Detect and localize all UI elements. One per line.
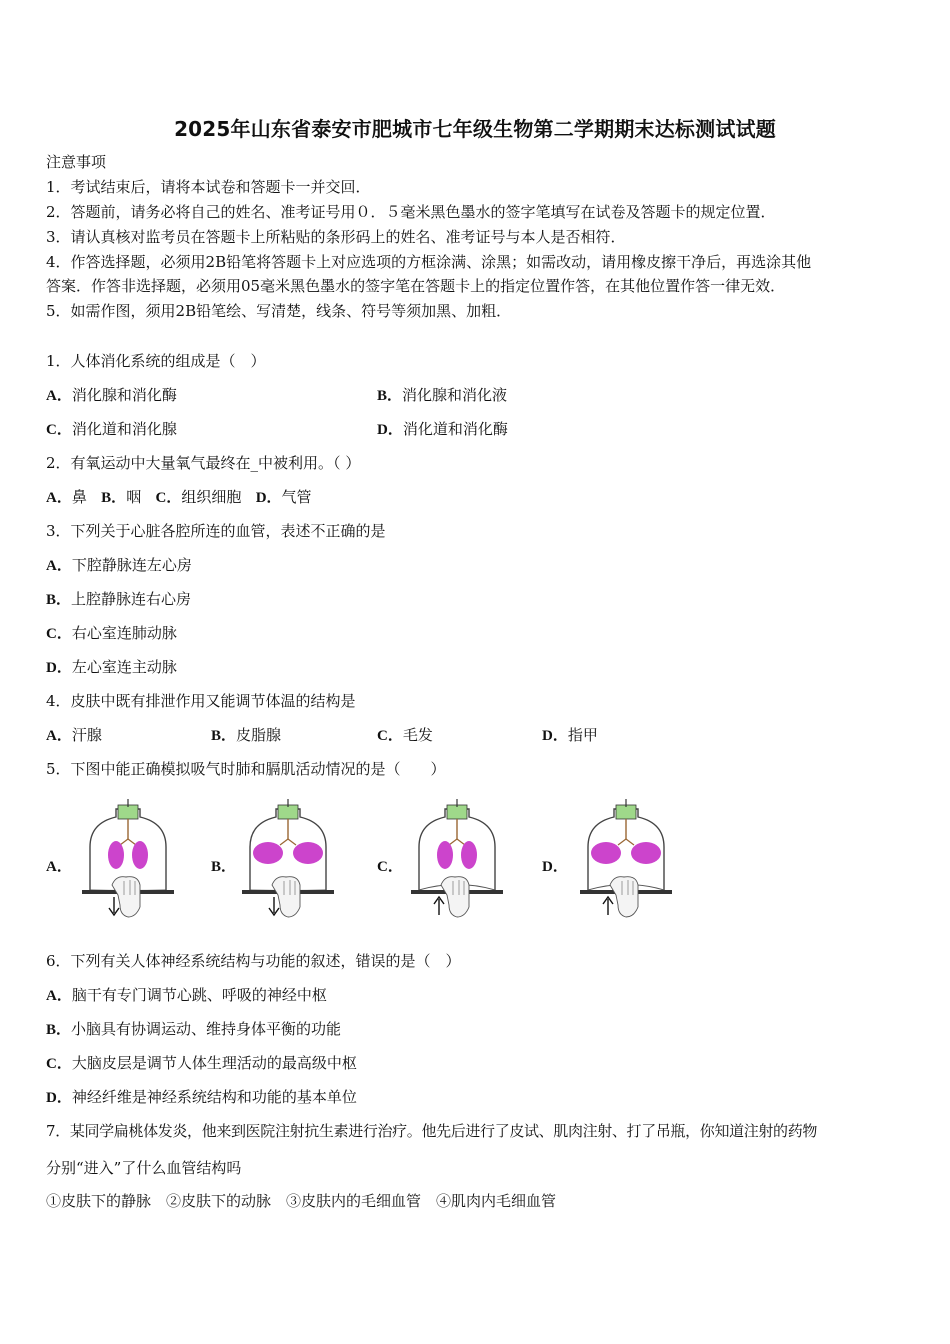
lung-left: [108, 841, 124, 869]
option-text: 组织细胞: [181, 488, 242, 506]
q4-option-b: [211, 725, 281, 746]
q1-option-d: [377, 419, 508, 440]
bronchus-left: [449, 839, 457, 845]
q3-option-d: [46, 657, 177, 678]
question-7-stem-line1: 7．某同学扁桃体发炎，他来到医院注射抗生素进行治疗。他先后进行了皮试、肌肉注射、打了吊瓶，你知道注射的药物: [46, 1122, 817, 1140]
q3-option-c: [46, 623, 177, 644]
q4-option-d: [542, 725, 598, 746]
q1-option-b: [377, 385, 507, 406]
option-text: 鼻: [71, 488, 87, 506]
question-2-stem: 2．有氧运动中大量氧气最终在_中被利用。（ ）: [46, 454, 361, 472]
option-letter: D．: [46, 660, 72, 676]
option-text: 消化道和消化酶: [402, 420, 508, 438]
option-text: 气管: [281, 488, 312, 506]
option-letter: D．: [255, 490, 282, 506]
question-7-choices: ①皮肤下的静脉 ②皮肤下的动脉 ③皮肤内的毛细血管 ④肌肉内毛细血管: [46, 1192, 557, 1210]
q5-figure-a-label: A．: [46, 859, 72, 875]
q1-option-c: [46, 419, 177, 440]
bell-jar-figure-d: [576, 795, 676, 925]
stopper: [118, 805, 138, 819]
lung-right: [293, 842, 323, 864]
option-letter: A．: [46, 388, 72, 404]
lung-right: [132, 841, 148, 869]
option-letter: C．: [46, 626, 72, 642]
option-text: 上腔静脉连右心房: [71, 590, 192, 608]
q6-option-a: [46, 985, 327, 1006]
hand-icon: [610, 877, 638, 917]
option-text: 消化腺和消化酶: [71, 386, 177, 404]
option-letter: A．: [46, 728, 72, 744]
notice-item: 4．作答选择题，必须用2B铅笔将答题卡上对应选项的方框涂满、涂黑；如需改动，请用橡皮擦干净后，再选涂其他: [46, 253, 812, 271]
lung-right: [461, 841, 477, 869]
option-letter: D．: [377, 422, 403, 438]
option-text: 小脑具有协调运动、维持身体平衡的功能: [71, 1020, 342, 1038]
option-letter: B．: [211, 728, 237, 744]
option-text: 左心室连主动脉: [71, 658, 177, 676]
notice-heading: 注意事项: [46, 153, 107, 171]
notice-item: 3．请认真核对监考员在答题卡上所粘贴的条形码上的姓名、准考证号与本人是否相符．: [46, 228, 626, 246]
page-title: 2025年山东省泰安市肥城市七年级生物第二学期期末达标测试试题: [174, 117, 776, 141]
option-text: 汗腺: [71, 726, 102, 744]
q3-option-b: [46, 589, 191, 610]
bronchus-left: [280, 839, 288, 845]
option-text: 下腔静脉连左心房: [71, 556, 192, 574]
option-text: 指甲: [567, 726, 598, 744]
option-text: 毛发: [402, 726, 433, 744]
option-letter: A．: [46, 988, 72, 1004]
notice-item: 2．答题前，请务必将自己的姓名、准考证号用０．５毫米黑色墨水的签字笔填写在试卷及答题卡的规定位置．: [46, 203, 776, 221]
option-letter: B．: [101, 490, 127, 506]
option-text: 消化腺和消化液: [402, 386, 508, 404]
q4-option-c: [377, 725, 433, 746]
q6-option-b: [46, 1019, 341, 1040]
question-4-stem: 4．皮肤中既有排泄作用又能调节体温的结构是: [46, 692, 356, 710]
question-7-stem-line2: 分别“进入”了什么血管结构吗: [46, 1159, 242, 1177]
option-text: 皮脂腺: [236, 726, 282, 744]
lung-right: [631, 842, 661, 864]
question-6-stem: 6．下列有关人体神经系统结构与功能的叙述，错误的是（ ）: [46, 952, 461, 970]
q5-figure-d-label: D．: [542, 859, 568, 875]
bronchus-right: [626, 839, 634, 845]
bronchus-right: [128, 839, 136, 845]
option-letter: A．: [46, 558, 72, 574]
option-letter: D．: [542, 728, 568, 744]
option-letter: D．: [46, 1090, 72, 1106]
option-letter: C．: [377, 728, 403, 744]
q1-option-a: [46, 385, 177, 406]
option-letter: B．: [377, 388, 403, 404]
option-letter: A．: [46, 490, 72, 506]
bronchus-left: [618, 839, 626, 845]
q5-figure-b-label: B．: [211, 859, 237, 875]
q6-option-d: [46, 1087, 357, 1108]
bell-jar-figure-a: [78, 795, 178, 925]
lung-left: [253, 842, 283, 864]
bronchus-left: [120, 839, 128, 845]
lung-left: [591, 842, 621, 864]
q5-figure-c-label: C．: [377, 859, 403, 875]
option-text: 大脑皮层是调节人体生理活动的最高级中枢: [71, 1054, 357, 1072]
question-3-stem: 3．下列关于心脏各腔所连的血管，表述不正确的是: [46, 522, 386, 540]
bronchus-right: [457, 839, 465, 845]
stopper: [616, 805, 636, 819]
stopper: [447, 805, 467, 819]
option-text: 消化道和消化腺: [71, 420, 177, 438]
q3-option-a: [46, 555, 192, 576]
option-letter: C．: [46, 422, 72, 438]
hand-icon: [441, 877, 469, 917]
bell-jar-figure-b: [238, 795, 338, 925]
stopper: [278, 805, 298, 819]
option-letter: B．: [46, 592, 72, 608]
q2-options: [46, 487, 312, 508]
lung-left: [437, 841, 453, 869]
option-text: 神经纤维是神经系统结构和功能的基本单位: [71, 1088, 357, 1106]
option-text: 脑干有专门调节心跳、呼吸的神经中枢: [71, 986, 327, 1004]
option-letter: C．: [155, 490, 182, 506]
bronchus-right: [288, 839, 296, 845]
option-text: 咽: [126, 488, 142, 506]
notice-item: 1．考试结束后，请将本试卷和答题卡一并交回．: [46, 178, 371, 196]
q4-option-a: [46, 725, 102, 746]
notice-item: 答案．作答非选择题，必须用05毫米黑色墨水的签字笔在答题卡上的指定位置作答，在其他位置作答一律无效．: [46, 277, 786, 295]
option-letter: B．: [46, 1022, 72, 1038]
option-text: 右心室连肺动脉: [71, 624, 177, 642]
question-5-stem: 5．下图中能正确模拟吸气时肺和膈肌活动情况的是（ ）: [46, 760, 446, 778]
option-letter: C．: [46, 1056, 72, 1072]
bell-jar-figure-c: [407, 795, 507, 925]
notice-item: 5．如需作图，须用2B铅笔绘、写清楚，线条、符号等须加黑、加粗．: [46, 302, 512, 320]
question-1-stem: 1．人体消化系统的组成是（ ）: [46, 352, 266, 370]
q6-option-c: [46, 1053, 357, 1074]
